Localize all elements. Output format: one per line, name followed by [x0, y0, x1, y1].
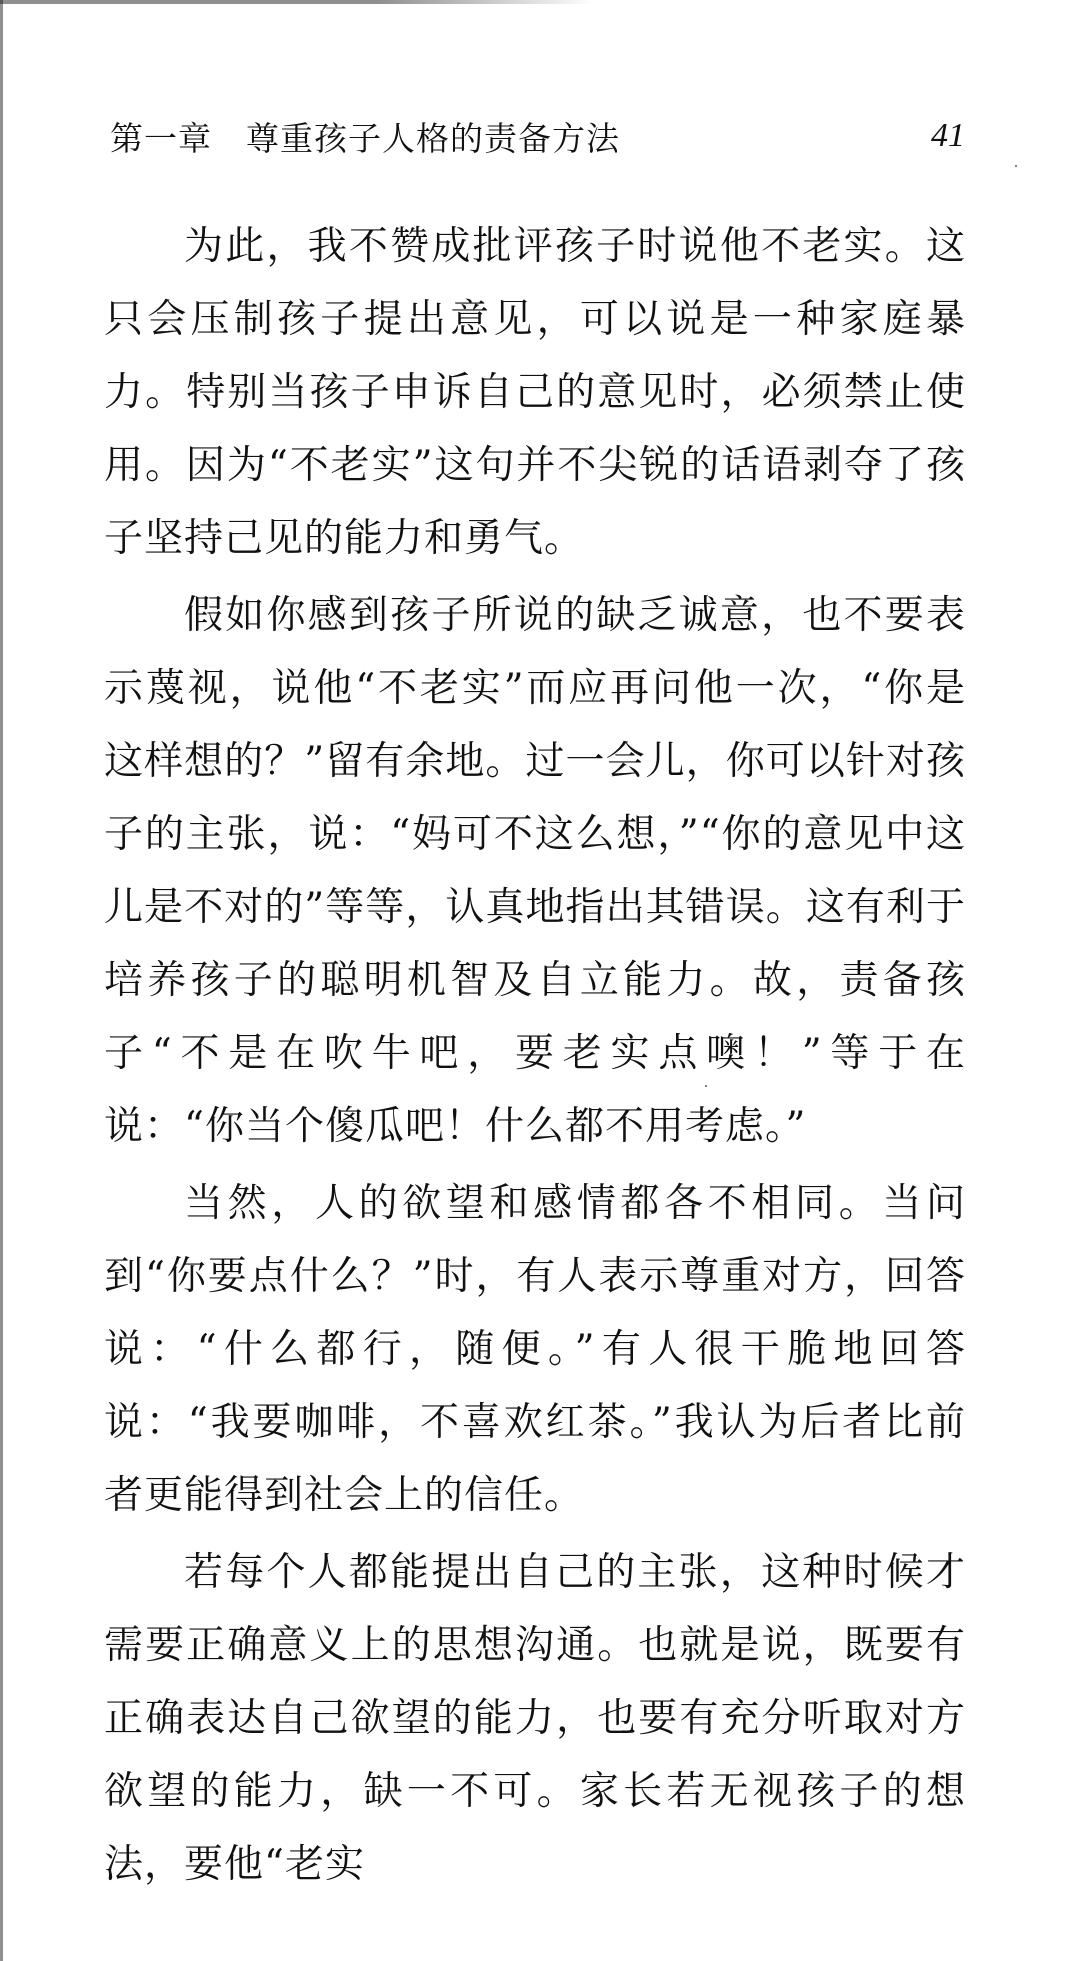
- body-text: [104, 210, 966, 1905]
- paragraph: 当然，人的欲望和感情都各不相同。当问到“你要点什么？”时，有人表示尊重对方，回答说：“什么都行，随便。”有人很干脆地回答说：“我要咖啡，不喜欢红茶。”我认为后者比前者更能得到社会上的信任。: [104, 1181, 966, 1518]
- paragraph: 为此，我不赞成批评孩子时说他不老实。这只会压制孩子提出意见，可以说是一种家庭暴力。特别当孩子申诉自己的意见时，必须禁止使用。因为“不老实”这句并不尖锐的话语剥夺了孩子坚持己见的能力和勇气。: [104, 224, 966, 561]
- running-head: [110, 108, 965, 164]
- chapter-title: 第一章 尊重孩子人格的责备方法: [110, 118, 620, 158]
- paragraph: 假如你感到孩子所说的缺乏诚意，也不要表示蔑视，说他“不老实”而应再问他一次，“你是这样想的？”留有余地。过一会儿，你可以针对孩子的主张，说：“妈可不这么想，”“你的意见中这儿是不对的”等等，认真地指出其错误。这有利于培养孩子的聪明机智及自立能力。故，责备孩子“不是在吹牛吧，要老实点噢！”等于在说：“你当个傻瓜吧！什么都不用考虑。”: [104, 593, 966, 1149]
- scan-speck: [1015, 165, 1017, 167]
- page-number: 41: [931, 117, 965, 154]
- scan-left-edge: [0, 0, 3, 1961]
- paragraph: 若每个人都能提出自己的主张，这种时候才需要正确意义上的思想沟通。也就是说，既要有正确表达自己欲望的能力，也要有充分听取对方欲望的能力，缺一不可。家长若无视孩子的想法，要他“老实: [104, 1550, 966, 1887]
- scan-top-edge: [0, 0, 1080, 4]
